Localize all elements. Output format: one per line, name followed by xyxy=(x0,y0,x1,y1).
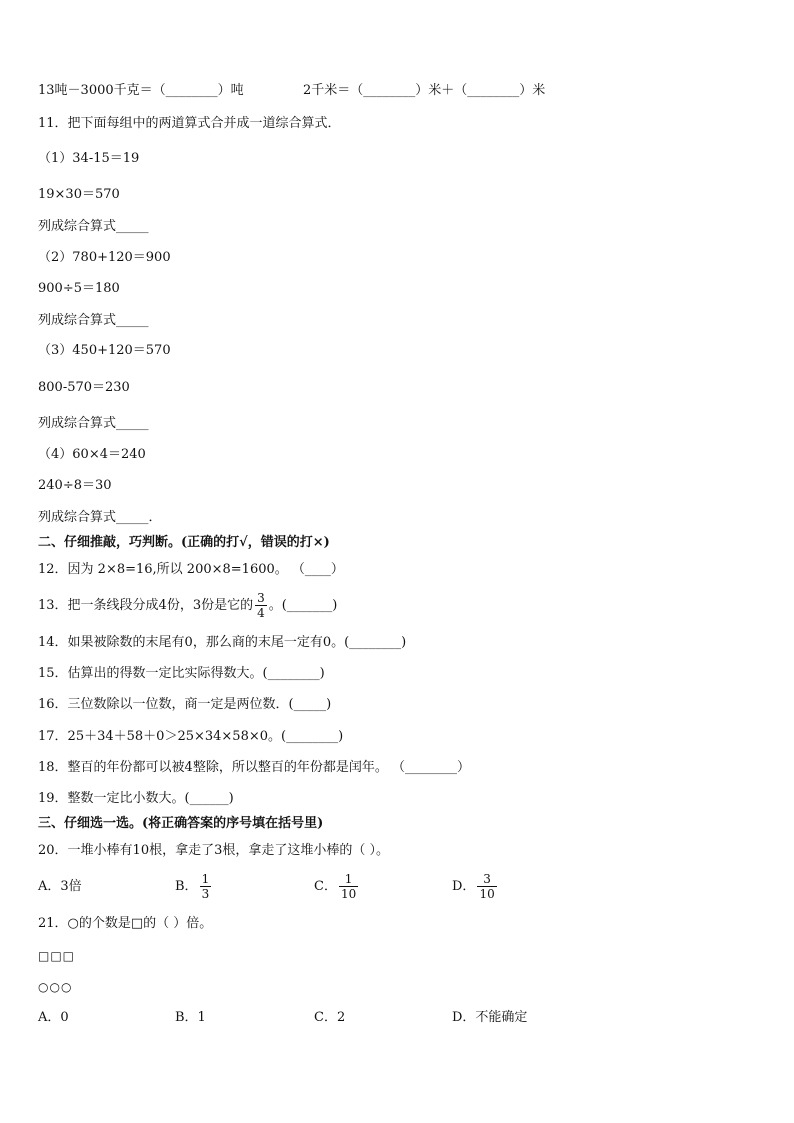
q13-fraction xyxy=(255,591,267,620)
q11-1-equation-b: 19×30＝570 xyxy=(38,187,120,202)
q19: 19．整数一定比小数大。(______) xyxy=(38,791,234,806)
unit-conversion-row xyxy=(38,82,244,100)
q20: 20．一堆小棒有10根，拿走了3根，拿走了这堆小棒的（ ）。 xyxy=(38,843,389,858)
q20-option-b xyxy=(175,868,213,906)
unit-conversion-b: 2千米＝（________）米＋（________）米 xyxy=(303,83,546,98)
q21-option-c: C．2 xyxy=(314,1010,346,1025)
q20-option-b-numerator: 1 xyxy=(201,872,210,886)
q13-fraction-denominator: 4 xyxy=(257,606,265,620)
q11-2-equation-b: 900÷5＝180 xyxy=(38,281,120,296)
q11-3-equation-a: （3）450+120＝570 xyxy=(38,343,171,358)
q11-3-equation-b: 800-570＝230 xyxy=(38,380,130,395)
q20-option-a: A．3倍 xyxy=(38,879,82,894)
q20-option-d-numerator: 3 xyxy=(483,872,491,886)
q15: 15．估算出的得数一定比实际得数大。(________) xyxy=(38,666,325,681)
q20-option-b-fraction xyxy=(200,872,212,901)
q13-fraction-numerator: 3 xyxy=(257,591,265,605)
q18: 18．整百的年份都可以被4整除，所以整百的年份都是闰年。 （________） xyxy=(38,760,470,775)
q17: 17．25＋34＋58＋0＞25×34×58×0。(________) xyxy=(38,729,344,744)
q12: 12．因为 2×8=16,所以 200×8=1600。 （____） xyxy=(38,562,344,577)
q21-circles: ○○○ xyxy=(38,980,73,994)
q21-squares: □□□ xyxy=(38,949,76,963)
unit-conversion-a: 13吨－3000千克＝（________）吨 xyxy=(38,83,244,98)
q20-option-c-denominator: 10 xyxy=(340,887,357,901)
q20-option-c xyxy=(314,868,360,906)
q20-option-c-fraction xyxy=(339,872,358,901)
q20-option-b-label: B． xyxy=(175,879,198,894)
q11-1-equation-a: （1）34-15＝19 xyxy=(38,151,140,166)
q21: 21．○的个数是□的（ ）倍。 xyxy=(38,916,213,931)
q20-option-d-denominator: 10 xyxy=(479,887,495,901)
q16: 16．三位数除以一位数，商一定是两位数．(_____) xyxy=(38,697,332,712)
q14: 14．如果被除数的末尾有0，那么商的末尾一定有0。(________) xyxy=(38,635,407,650)
q20-option-c-numerator: 1 xyxy=(344,872,353,886)
q21-option-a: A．0 xyxy=(38,1010,69,1025)
section-3-heading: 三、仔细选一选。(将正确答案的序号填在括号里) xyxy=(38,816,324,831)
q21-option-d: D．不能确定 xyxy=(452,1010,528,1025)
q11-2-answer: 列成综合算式_____ xyxy=(38,313,149,328)
q21-option-b: B．1 xyxy=(175,1010,206,1025)
q20-option-b-denominator: 3 xyxy=(201,887,210,901)
q20-option-c-label: C． xyxy=(314,879,337,894)
q11-4-equation-a: （4）60×4＝240 xyxy=(38,447,146,462)
q11-3-answer: 列成综合算式_____ xyxy=(38,416,149,431)
q11-4-answer: 列成综合算式_____． xyxy=(38,510,162,525)
q11-title: 11．把下面每组中的两道算式合并成一道综合算式． xyxy=(38,116,341,131)
q11-1-answer: 列成综合算式_____ xyxy=(38,219,149,234)
section-2-heading: 二、仔细推敲，巧判断。(正确的打√，错误的打×) xyxy=(38,535,330,550)
q20-option-d-label: D． xyxy=(452,879,476,894)
q13-text: 13．把一条线段分成4份，3份是它的 xyxy=(38,598,254,613)
q20-option-d-fraction xyxy=(477,872,496,901)
q13-answer-blank: 。(_______) xyxy=(268,598,338,613)
q13 xyxy=(38,590,337,622)
q11-4-equation-b: 240÷8＝30 xyxy=(38,478,112,493)
q20-option-d xyxy=(452,868,499,906)
q11-2-equation-a: （2）780+120＝900 xyxy=(38,250,171,265)
